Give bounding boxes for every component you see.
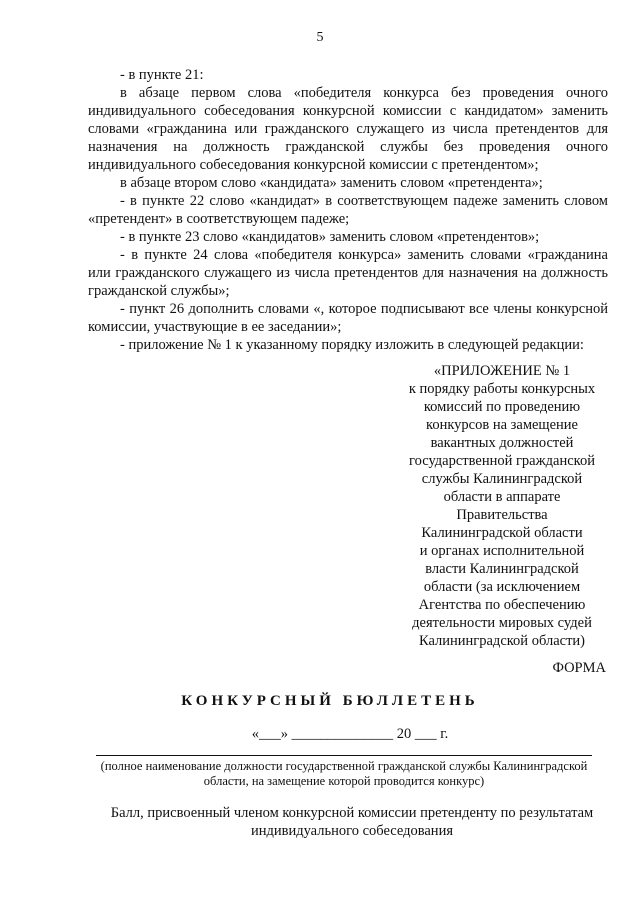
appendix-line: комиссий по проведению: [423, 399, 581, 415]
paragraph: - в пункте 21:: [120, 67, 204, 83]
paragraph: - в пункте 22 слово «кандидат» в соответствующем падеже заменить словом «претендент» в соответствующем падеже;: [88, 193, 608, 227]
appendix-line: деятельности мировых судей: [412, 615, 592, 631]
date-line: «___» ______________ 20 ___ г.: [251, 726, 449, 742]
paragraph: - пункт 26 дополнить словами «, которое подписывают все члены конкурсной комиссии, участвующие в ее заседании»;: [88, 301, 608, 335]
paragraph: в абзаце первом слова «победителя конкурса без проведения очного индивидуального собеседования конкурсной комиссии с кандидатом» заменить словами «гражданина или гражданского служащего из числа претендентов для назначения на должность гражданской службы без проведения очного индивидуального собеседования конкурсной комиссии с претендентом»;: [88, 85, 608, 173]
appendix-line: и органах исполнительной: [419, 543, 585, 559]
score-caption: Балл, присвоенный членом конкурсной комиссии претенденту по результатам индивидуального собеседования: [110, 805, 594, 839]
appendix-line: вакантных должностей: [430, 435, 574, 451]
paragraph: - в пункте 23 слово «кандидатов» заменить словом «претендентов»;: [120, 229, 540, 245]
paragraph: - приложение № 1 к указанному порядку изложить в следующей редакции:: [120, 337, 584, 353]
appendix-line: Правительства: [456, 507, 548, 523]
appendix-line: «ПРИЛОЖЕНИЕ № 1: [433, 363, 571, 379]
appendix-line: к порядку работы конкурсных: [408, 381, 596, 397]
paragraph: - в пункте 24 слова «победителя конкурса» заменить словами «гражданина или гражданского служащего из числа претендентов для назначения на должность гражданской службы»;: [88, 247, 608, 299]
appendix-line: власти Калининградской: [425, 561, 579, 577]
appendix-line: Калининградской области): [418, 633, 585, 649]
position-underline: [96, 755, 592, 756]
amendments-text: [88, 66, 608, 354]
page-number: 5: [316, 30, 324, 45]
ballot-title: КОНКУРСНЫЙ БЮЛЛЕТЕНЬ: [181, 693, 479, 709]
appendix-header: [392, 362, 612, 650]
form-label: ФОРМА: [552, 660, 606, 676]
appendix-line: конкурсов на замещение: [426, 417, 578, 433]
appendix-line: Калининградской области: [421, 525, 583, 541]
appendix-line: области в аппарате: [443, 489, 561, 505]
appendix-line: Агентства по обеспечению: [418, 597, 586, 613]
appendix-line: области (за исключением: [423, 579, 581, 595]
appendix-line: службы Калининградской: [421, 471, 583, 487]
appendix-line: государственной гражданской: [409, 453, 595, 469]
paragraph: в абзаце втором слово «кандидата» заменить словом «претендента»;: [120, 175, 543, 191]
position-note: (полное наименование должности государственной гражданской службы Калининградской области, на замещение которой проводится конкурс): [100, 759, 588, 788]
